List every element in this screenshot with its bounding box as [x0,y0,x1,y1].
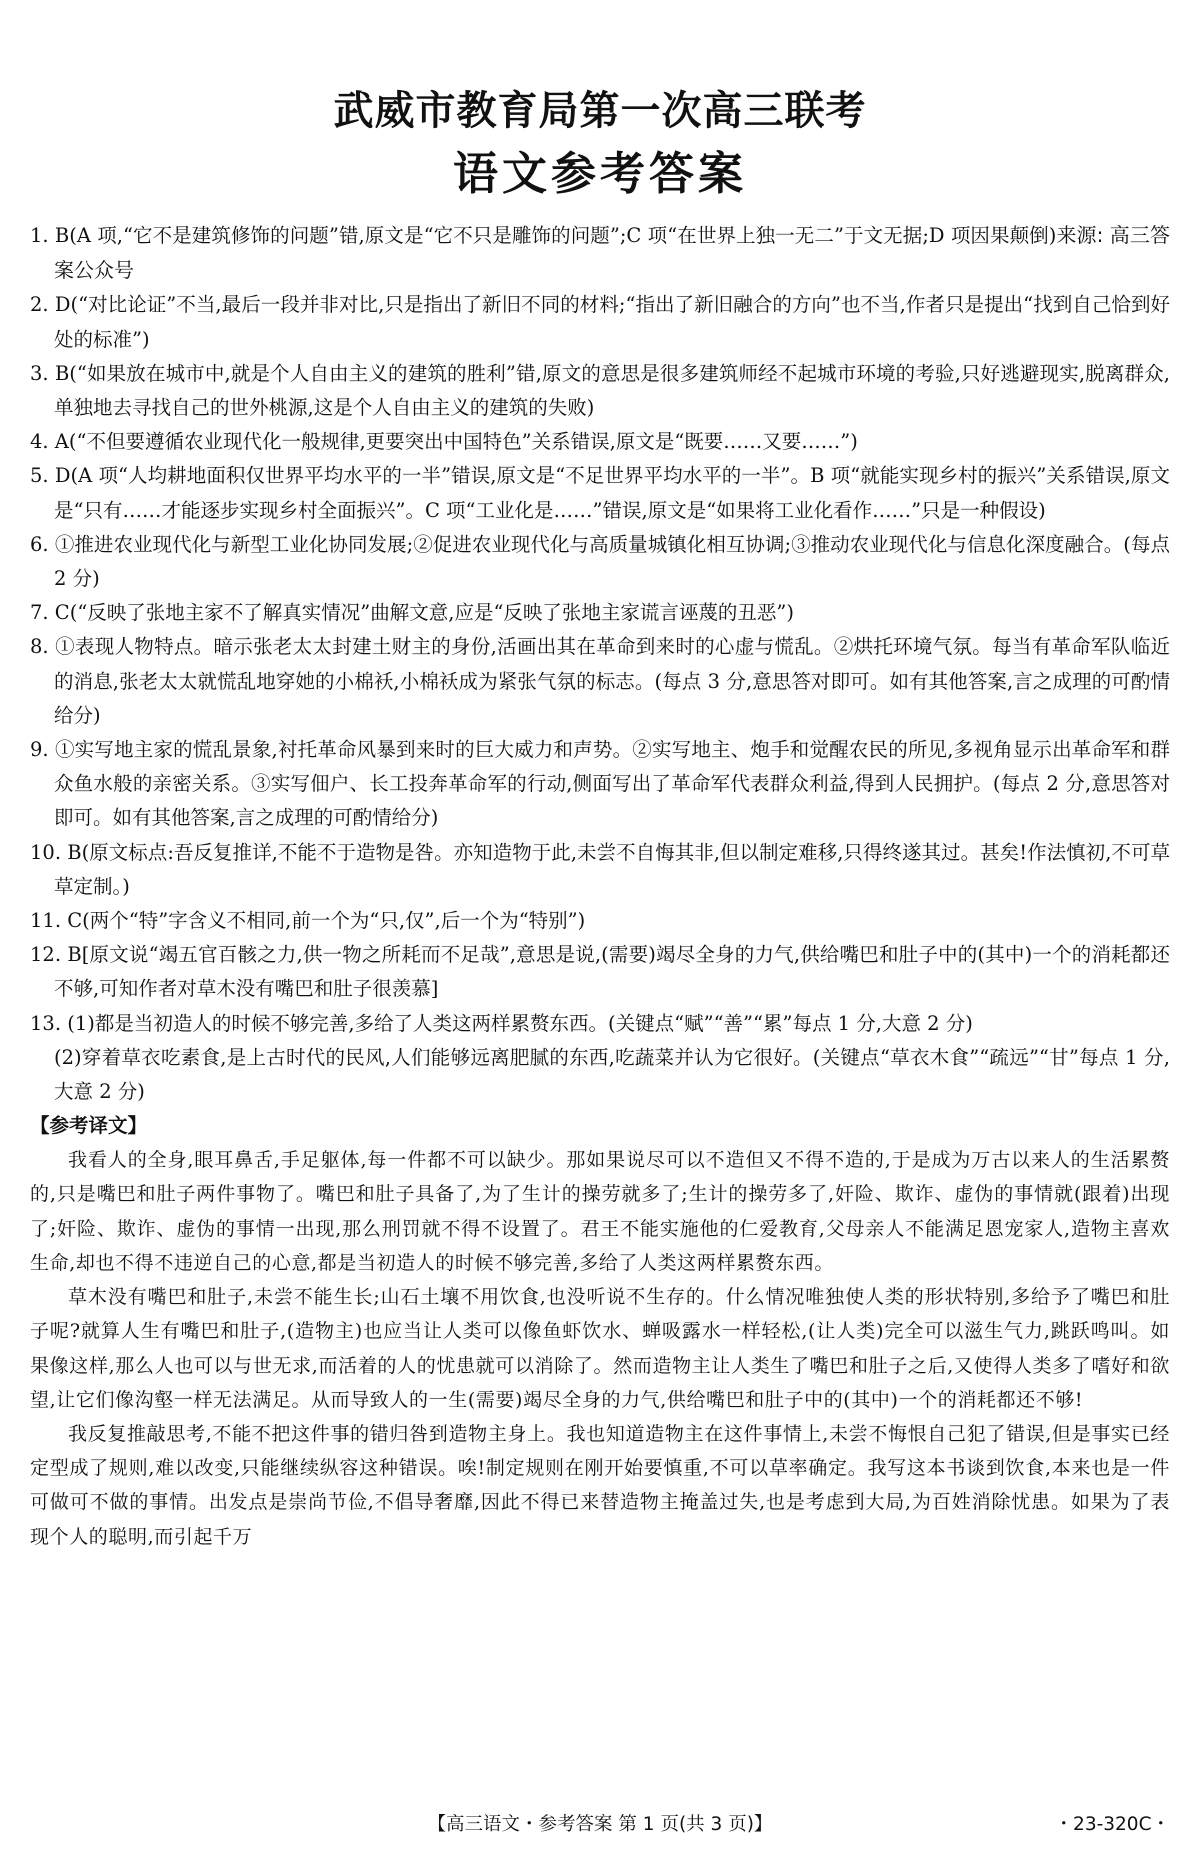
answer-item-7: 7. C(“反映了张地主家不了解真实情况”曲解文意,应是“反映了张地主家谎言诬蔑的丑恶”) [30,601,795,625]
answer-item-6: 6. ①推进农业现代化与新型工业化协同发展;②促进农业现代化与高质量城镇化相互协调;③推动农业现代化与信息化深度融合。(每点 2 分) [30,532,1170,591]
answer-item-5: 5. D(A 项“人均耕地面积仅世界平均水平的一半”错误,原文是“不足世界平均水平的一半”。B 项“就能实现乡村的振兴”关系错误,原文是“只有……才能逐步实现乡村全面振兴”。C 项“工业化是……”错误,原文是“如果将工业化看作……”只是一种假设) [30,464,1170,522]
footer-exam-code: ・23-320C・ [1054,1814,1170,1835]
answer-item-8: 8. ①表现人物特点。暗示张老太太封建土财主的身份,活画出其在革命到来时的心虚与慌乱。②烘托环境气氛。每当有革命军队临近的消息,张老太太就慌乱地穿她的小棉袄,小棉袄成为紧张气氛的标志。(每点 3 分,意思答对即可。如有其他答案,言之成理的可酌情给分) [30,635,1170,727]
page-title: 武威市教育局第一次高三联考 [333,88,867,134]
answer-list [30,218,1170,1554]
translation-paragraph: 我看人的全身,眼耳鼻舌,手足躯体,每一件都不可以缺少。那如果说尽可以不造但又不得不造的,于是成为万古以来人的生活累赘的,只是嘴巴和肚子两件事物了。嘴巴和肚子具备了,为了生计的操劳就多了;生计的操劳多了,奸险、欺诈、虚伪的事情就(跟着)出现了;奸险、欺诈、虚伪的事情一出现,那么刑罚就不得不设置了。君王不能实施他的仁爱教育,父母亲人不能满足恩宠家人,造物主喜欢生命,却也不得不违逆自己的心意,都是当初造人的时候不够完善,多给了人类这两样累赘东西。 [30,1149,1170,1274]
answer-item-10: 10. B(原文标点:吾反复推详,不能不于造物是咎。亦知造物于此,未尝不自悔其非,但以制定难移,只得终遂其过。甚矣!作法慎初,不可草草定制。) [30,840,1170,898]
translation-paragraph: 草木没有嘴巴和肚子,未尝不能生长;山石土壤不用饮食,也没听说不生存的。什么情况唯独使人类的形状特别,多给予了嘴巴和肚子呢?就算人生有嘴巴和肚子,(造物主)也应当让人类可以像鱼虾饮水、蝉吸露水一样轻松,(让人类)完全可以滋生气力,跳跃鸣叫。如果像这样,那么人也可以与世无求,而活着的人的忧患就可以消除了。然而造物主让人类生了嘴巴和肚子之后,又使得人类多了嗜好和欲望,让它们像沟壑一样无法满足。从而导致人的一生(需要)竭尽全身的力气,供给嘴巴和肚子中的(其中)一个的消耗都还不够! [30,1286,1170,1411]
answer-item-2: 2. D(“对比论证”不当,最后一段并非对比,只是指出了新旧不同的材料;“指出了新旧融合的方向”也不当,作者只是提出“找到自己恰到好处的标准”) [30,293,1170,351]
answer-source-note: 来源: 高三答案公众号 [54,223,1170,283]
answer-item-13-part-2: (2)穿着草衣吃素食,是上古时代的民风,人们能够远离肥腻的东西,吃蔬菜并认为它很好。(关键点“草衣木食”“疏远”“甘”每点 1 分,大意 2 分) [54,1045,1170,1104]
answer-item-11: 11. C(两个“特”字含义不相同,前一个为“只,仅”,后一个为“特别”) [30,909,586,933]
answer-item-4: 4. A(“不但要遵循农业现代化一般规律,更要突出中国特色”关系错误,原文是“既要……又要……”) [30,430,858,454]
page-footer [0,1810,1200,1840]
page-subtitle: 语文参考答案 [452,147,747,200]
title-block [0,82,1200,206]
translation-paragraph: 我反复推敲思考,不能不把这件事的错归咎到造物主身上。我也知道造物主在这件事情上,未尝不悔恨自己犯了错误,但是事实已经定型成了规则,难以改变,只能继续纵容这种错误。唉!制定规则在刚开始要慎重,不可以草率确定。我写这本书谈到饮食,本来也是一件可做可不做的事情。出发点是崇尚节俭,不倡导奢靡,因此不得已来替造物主掩盖过失,也是考虑到大局,为百姓消除忧患。如果为了表现个人的聪明,而引起千万 [30,1422,1170,1548]
answer-item-3: 3. B(“如果放在城市中,就是个人自由主义的建筑的胜利”错,原文的意思是很多建筑师经不起城市环境的考验,只好逃避现实,脱离群众,单独地去寻找自己的世外桃源,这是个人自由主义的建筑的失败) [30,361,1170,420]
translation-body [30,1143,1170,1553]
translation-heading: 【参考译文】 [30,1114,148,1138]
answer-item-12: 12. B[原文说“竭五官百骸之力,供一物之所耗而不足哉”,意思是说,(需要)竭尽全身的力气,供给嘴巴和肚子中的(其中)一个的消耗都还不够,可知作者对草木没有嘴巴和肚子很羡慕] [30,943,1170,1001]
footer-page-label: 【高三语文・参考答案 第 1 页(共 3 页)】 [427,1814,773,1835]
answer-item-9: 9. ①实写地主家的慌乱景象,衬托革命风暴到来时的巨大威力和声势。②实写地主、炮手和觉醒农民的所见,多视角显示出革命军和群众鱼水般的亲密关系。③实写佃户、长工投奔革命军的行动,侧面写出了革命军代表群众利益,得到人民拥护。(每点 2 分,意思答对即可。如有其他答案,言之成理的可酌情给分) [30,738,1170,830]
answer-item-1 [30,218,1170,288]
answer-text: 1. B(A 项,“它不是建筑修饰的问题”错,原文是“它不只是雕饰的问题”;C 项“在世界上独一无二”于文无据;D 项因果颠倒) [30,224,1057,247]
answer-item-13: 13. (1)都是当初造人的时候不够完善,多给了人类这两样累赘东西。(关键点“赋”“善”“累”每点 1 分,大意 2 分) [30,1011,973,1035]
